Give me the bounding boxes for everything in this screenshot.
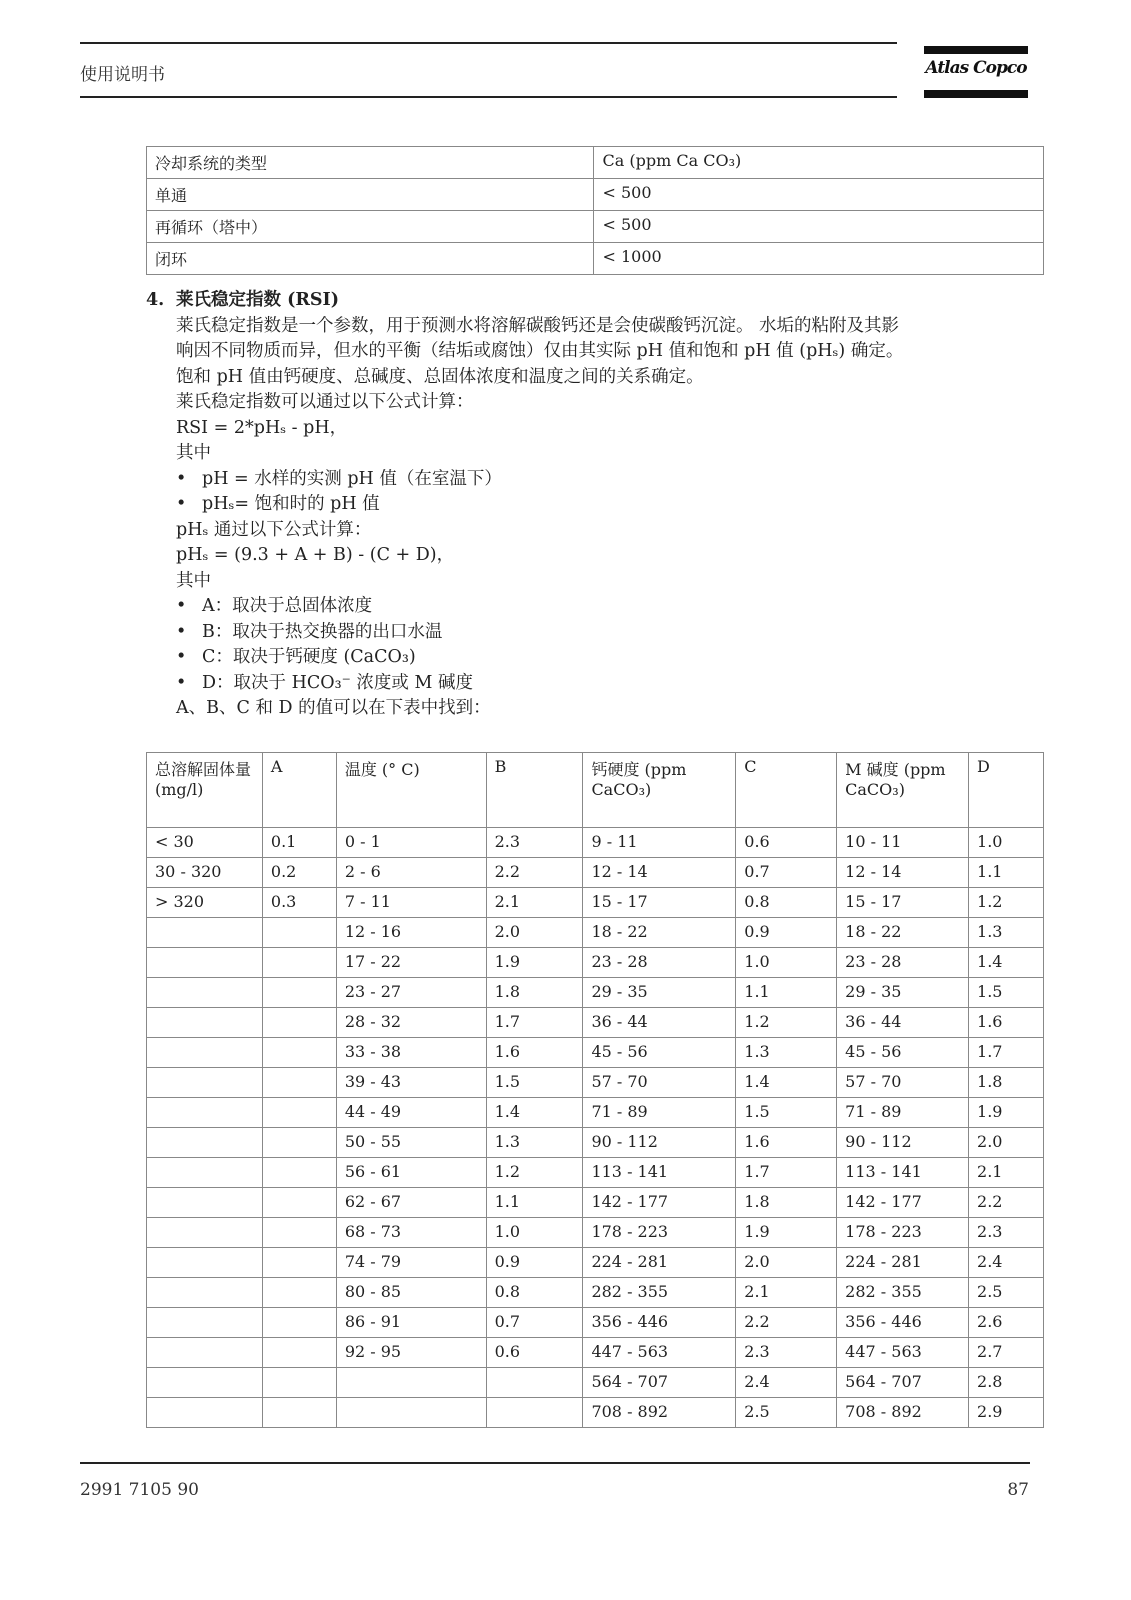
table-cell: 2.2 (736, 1308, 837, 1338)
table-row (147, 1398, 1044, 1428)
table-cell: 447 - 563 (583, 1338, 736, 1368)
table-cell: 单通 (147, 179, 594, 211)
table-cell (262, 1398, 336, 1428)
table-cell: 0.7 (736, 858, 837, 888)
table-cell: 12 - 16 (336, 918, 486, 948)
table-cell: 1.7 (969, 1038, 1044, 1068)
table-cell (147, 1158, 263, 1188)
table-cell: < 500 (594, 211, 1044, 243)
atlas-copco-logo (924, 46, 1028, 100)
list-item: • D：取决于 HCO₃⁻ 浓度或 M 碱度 (176, 672, 473, 693)
table-cell: 0.3 (262, 888, 336, 918)
table-cell (262, 1008, 336, 1038)
table-cell: 1.0 (486, 1218, 583, 1248)
table-cell: 18 - 22 (583, 918, 736, 948)
paragraph-line: 其中 (176, 443, 211, 463)
table-cell: 74 - 79 (336, 1248, 486, 1278)
table-cell: 0.9 (486, 1248, 583, 1278)
table-cell: 282 - 355 (583, 1278, 736, 1308)
table-cell: 71 - 89 (837, 1098, 969, 1128)
table-row (147, 211, 1044, 243)
section-title: 莱氏稳定指数 (RSI) (176, 290, 340, 310)
table-cell: 2.1 (736, 1278, 837, 1308)
table-cell: 1.9 (486, 948, 583, 978)
table-cell: 1.0 (969, 828, 1044, 858)
table-cell: 29 - 35 (583, 978, 736, 1008)
cooling-system-table (146, 146, 1044, 275)
table-row (147, 1338, 1044, 1368)
table-cell: 1.6 (486, 1038, 583, 1068)
table-cell: 57 - 70 (583, 1068, 736, 1098)
table-cell: < 30 (147, 828, 263, 858)
table-header-row (147, 753, 1044, 828)
formula-rsi: RSI = 2*pHₛ - pH， (176, 417, 348, 438)
table-cell: 113 - 141 (837, 1158, 969, 1188)
table-cell: > 320 (147, 888, 263, 918)
table-cell: 28 - 32 (336, 1008, 486, 1038)
table-cell (262, 1098, 336, 1128)
table-cell: 23 - 28 (837, 948, 969, 978)
list-item: • pH = 水样的实测 pH 值（在室温下） (176, 468, 502, 489)
table-cell: 2.8 (969, 1368, 1044, 1398)
table-cell: 92 - 95 (336, 1338, 486, 1368)
table-row (147, 1188, 1044, 1218)
table-cell (147, 1098, 263, 1128)
table-cell (262, 1338, 336, 1368)
table-row (147, 888, 1044, 918)
table-row (147, 1308, 1044, 1338)
table-cell (262, 1218, 336, 1248)
table-cell (262, 1158, 336, 1188)
table-cell (262, 1128, 336, 1158)
table-cell: 1.7 (486, 1008, 583, 1038)
table-cell: 0.1 (262, 828, 336, 858)
table-row (147, 1158, 1044, 1188)
header-cell: 温度 (° C) (336, 753, 486, 828)
table-cell: 1.2 (486, 1158, 583, 1188)
table-row (147, 858, 1044, 888)
table-cell: 57 - 70 (837, 1068, 969, 1098)
table-row (147, 1278, 1044, 1308)
table-cell: 2.2 (486, 858, 583, 888)
table-cell: 2.4 (736, 1368, 837, 1398)
table-cell: 90 - 112 (583, 1128, 736, 1158)
table-cell (147, 1368, 263, 1398)
page-number: 87 (1007, 1480, 1029, 1500)
header-top-rule (80, 42, 897, 44)
document-number: 2991 7105 90 (80, 1480, 199, 1500)
table-cell: 1.8 (969, 1068, 1044, 1098)
table-cell: 178 - 223 (837, 1218, 969, 1248)
table-cell (147, 1188, 263, 1218)
table-cell (262, 1308, 336, 1338)
table-cell (147, 1008, 263, 1038)
table-cell: 1.1 (736, 978, 837, 1008)
table-cell (147, 1218, 263, 1248)
table-cell: 45 - 56 (583, 1038, 736, 1068)
table-header-row (147, 147, 1044, 179)
table-cell: 356 - 446 (583, 1308, 736, 1338)
table-cell (147, 1038, 263, 1068)
table-cell: 1.5 (736, 1098, 837, 1128)
rsi-section (146, 288, 1046, 722)
formula-phs: pHₛ = (9.3 + A + B) - (C + D)， (176, 545, 455, 565)
table-cell: 0.8 (736, 888, 837, 918)
table-cell: 447 - 563 (837, 1338, 969, 1368)
table-cell: 36 - 44 (583, 1008, 736, 1038)
header-cell: B (486, 753, 583, 828)
table-cell: 90 - 112 (837, 1128, 969, 1158)
list-item: • B：取决于热交换器的出口水温 (176, 621, 443, 642)
table-row (147, 828, 1044, 858)
table-cell: 56 - 61 (336, 1158, 486, 1188)
table-cell: 2.7 (969, 1338, 1044, 1368)
paragraph-line: A、B、C 和 D 的值可以在下表中找到： (176, 698, 491, 718)
table-cell: 15 - 17 (837, 888, 969, 918)
table-cell (262, 1068, 336, 1098)
table-cell: 44 - 49 (336, 1098, 486, 1128)
table-cell: 1.6 (969, 1008, 1044, 1038)
table-cell (147, 1338, 263, 1368)
table-cell: 2 - 6 (336, 858, 486, 888)
table-cell (262, 918, 336, 948)
table-cell: 23 - 28 (583, 948, 736, 978)
table-cell: 2.9 (969, 1398, 1044, 1428)
table-cell: 178 - 223 (583, 1218, 736, 1248)
table-cell (262, 978, 336, 1008)
table-cell: 0.6 (736, 828, 837, 858)
table-cell: 564 - 707 (583, 1368, 736, 1398)
table-row (147, 1038, 1044, 1068)
table-cell: 2.3 (969, 1218, 1044, 1248)
table-cell: 1.3 (486, 1128, 583, 1158)
paragraph-line: 莱氏稳定指数是一个参数，用于预测水将溶解碳酸钙还是会使碳酸钙沉淀。 水垢的粘附及其影 (176, 315, 900, 336)
table-cell: 1.5 (969, 978, 1044, 1008)
table-cell: 再循环（塔中） (147, 211, 594, 243)
table-cell: 39 - 43 (336, 1068, 486, 1098)
table-cell: 2.1 (486, 888, 583, 918)
table-cell (486, 1368, 583, 1398)
table-cell: 23 - 27 (336, 978, 486, 1008)
table-cell: 0.8 (486, 1278, 583, 1308)
table-cell: 282 - 355 (837, 1278, 969, 1308)
list-item: • pHₛ= 饱和时的 pH 值 (176, 494, 380, 514)
table-cell: 45 - 56 (837, 1038, 969, 1068)
table-cell: 1.2 (969, 888, 1044, 918)
table-cell (147, 1278, 263, 1308)
table-cell (147, 1248, 263, 1278)
table-cell: 0 - 1 (336, 828, 486, 858)
table-cell: 18 - 22 (837, 918, 969, 948)
paragraph-line: 饱和 pH 值由钙硬度、总碱度、总固体浓度和温度之间的关系确定。 (176, 366, 704, 387)
table-cell: 0.7 (486, 1308, 583, 1338)
table-cell: 708 - 892 (837, 1398, 969, 1428)
header-cell: M 碱度 (ppm CaCO₃) (837, 753, 969, 828)
table-cell: 1.3 (736, 1038, 837, 1068)
table-cell: 7 - 11 (336, 888, 486, 918)
table-cell: 224 - 281 (837, 1248, 969, 1278)
table-cell: 2.3 (486, 828, 583, 858)
table-cell: 33 - 38 (336, 1038, 486, 1068)
header-cell: 总溶解固体量 (mg/l) (147, 753, 263, 828)
table-cell: 1.3 (969, 918, 1044, 948)
table-cell: 1.8 (486, 978, 583, 1008)
table-cell: 2.0 (969, 1128, 1044, 1158)
table-cell: 15 - 17 (583, 888, 736, 918)
table-cell: 68 - 73 (336, 1218, 486, 1248)
table-cell: 29 - 35 (837, 978, 969, 1008)
table-cell: 9 - 11 (583, 828, 736, 858)
header-title: 使用说明书 (80, 65, 165, 85)
table-row (147, 1098, 1044, 1128)
table-cell: 2.0 (486, 918, 583, 948)
table-cell: 12 - 14 (583, 858, 736, 888)
header-bottom-rule (80, 96, 897, 98)
table-cell: 1.4 (969, 948, 1044, 978)
table-cell: 30 - 320 (147, 858, 263, 888)
table-cell (262, 948, 336, 978)
table-cell: 1.4 (486, 1098, 583, 1128)
table-cell: 2.0 (736, 1248, 837, 1278)
table-cell: 86 - 91 (336, 1308, 486, 1338)
table-row (147, 1218, 1044, 1248)
table-cell: 50 - 55 (336, 1128, 486, 1158)
table-cell (147, 978, 263, 1008)
table-cell (262, 1368, 336, 1398)
table-cell: 2.6 (969, 1308, 1044, 1338)
header-cell: A (262, 753, 336, 828)
table-cell (262, 1248, 336, 1278)
paragraph-line: 响因不同物质而异，但水的平衡（结垢或腐蚀）仅由其实际 pH 值和饱和 pH 值 (pHₛ) 确定。 (176, 341, 904, 361)
table-cell (336, 1398, 486, 1428)
section-heading (146, 288, 1046, 314)
table-cell: 1.7 (736, 1158, 837, 1188)
header-cell: Ca (ppm Ca CO₃) (594, 147, 1044, 179)
table-cell: 62 - 67 (336, 1188, 486, 1218)
table-cell (262, 1278, 336, 1308)
footer-rule (80, 1462, 1030, 1464)
table-cell (147, 1308, 263, 1338)
table-cell: < 1000 (594, 243, 1044, 275)
header-cell: D (969, 753, 1044, 828)
table-cell: 224 - 281 (583, 1248, 736, 1278)
table-cell: 1.9 (736, 1218, 837, 1248)
rsi-values-table (146, 752, 1044, 1428)
table-cell: 1.5 (486, 1068, 583, 1098)
table-cell: 80 - 85 (336, 1278, 486, 1308)
table-cell: 17 - 22 (336, 948, 486, 978)
table-cell: 113 - 141 (583, 1158, 736, 1188)
table-cell: 2.3 (736, 1338, 837, 1368)
table-row (147, 918, 1044, 948)
table-cell: 2.4 (969, 1248, 1044, 1278)
table-cell: 71 - 89 (583, 1098, 736, 1128)
table-cell (147, 948, 263, 978)
table-row (147, 1008, 1044, 1038)
table-cell (262, 1188, 336, 1218)
table-cell: 12 - 14 (837, 858, 969, 888)
table-cell: < 500 (594, 179, 1044, 211)
table-cell: 0.9 (736, 918, 837, 948)
table-cell: 1.8 (736, 1188, 837, 1218)
table-row (147, 948, 1044, 978)
table-cell: 2.5 (969, 1278, 1044, 1308)
table-cell: 564 - 707 (837, 1368, 969, 1398)
table-cell: 10 - 11 (837, 828, 969, 858)
table-cell: 2.1 (969, 1158, 1044, 1188)
table-row (147, 1248, 1044, 1278)
table-row (147, 1368, 1044, 1398)
table-cell: 708 - 892 (583, 1398, 736, 1428)
table-cell: 0.2 (262, 858, 336, 888)
logo-text: Atlas Copco (925, 58, 1027, 78)
table-row (147, 1128, 1044, 1158)
section-number: 4. (146, 290, 165, 310)
table-row (147, 1068, 1044, 1098)
table-cell (147, 918, 263, 948)
table-cell: 36 - 44 (837, 1008, 969, 1038)
paragraph-line: pHₛ 通过以下公式计算： (176, 519, 372, 540)
table-cell (486, 1398, 583, 1428)
list-item: • A：取决于总固体浓度 (176, 596, 373, 616)
table-cell (147, 1128, 263, 1158)
table-cell: 2.2 (969, 1188, 1044, 1218)
table-cell: 2.5 (736, 1398, 837, 1428)
table-cell: 1.6 (736, 1128, 837, 1158)
header-cell: C (736, 753, 837, 828)
table-cell: 1.2 (736, 1008, 837, 1038)
list-item: • C：取决于钙硬度 (CaCO₃) (176, 647, 416, 667)
table-cell: 1.1 (486, 1188, 583, 1218)
header-cell: 钙硬度 (ppm CaCO₃) (583, 753, 736, 828)
table-row (147, 179, 1044, 211)
table-cell: 闭环 (147, 243, 594, 275)
table-cell: 142 - 177 (837, 1188, 969, 1218)
table-cell (147, 1068, 263, 1098)
table-cell: 142 - 177 (583, 1188, 736, 1218)
table-cell: 1.4 (736, 1068, 837, 1098)
paragraph-line: 其中 (176, 570, 211, 591)
table-cell (147, 1398, 263, 1428)
table-cell: 0.6 (486, 1338, 583, 1368)
table-row (147, 243, 1044, 275)
table-cell (262, 1038, 336, 1068)
table-cell: 1.1 (969, 858, 1044, 888)
table-cell: 356 - 446 (837, 1308, 969, 1338)
table-cell (336, 1368, 486, 1398)
table-cell: 1.0 (736, 948, 837, 978)
paragraph-line: 莱氏稳定指数可以通过以下公式计算： (176, 392, 474, 412)
table-row (147, 978, 1044, 1008)
table-cell: 1.9 (969, 1098, 1044, 1128)
header-cell: 冷却系统的类型 (147, 147, 594, 179)
